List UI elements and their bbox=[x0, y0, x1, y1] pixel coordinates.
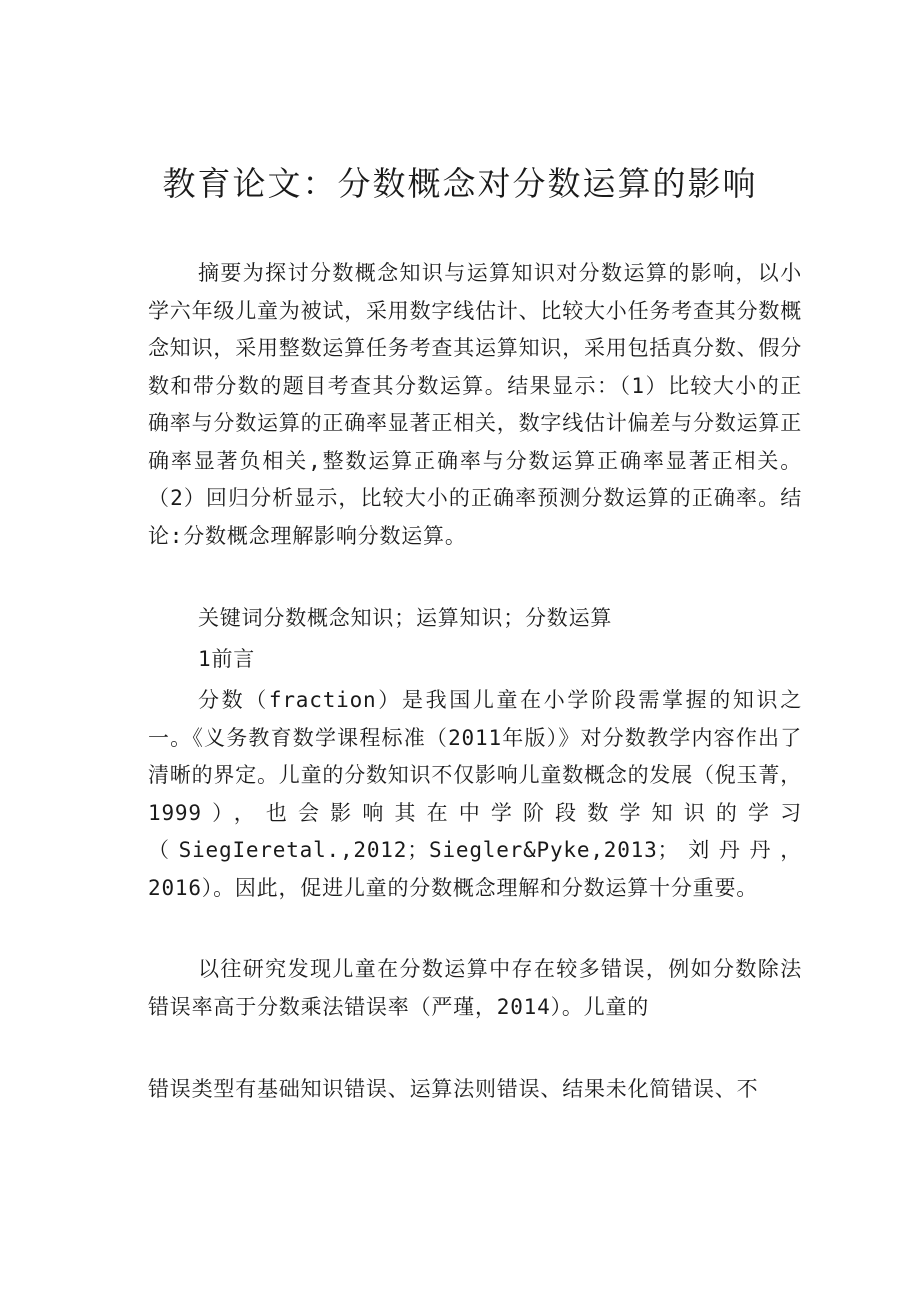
keywords-line: 关键词分数概念知识；运算知识；分数运算 bbox=[198, 606, 613, 630]
document-title: 教育论文：分数概念对分数运算的影响 bbox=[162, 164, 758, 203]
intro-paragraph-1: 分数（fraction）是我国儿童在小学阶段需掌握的知识之一。《义务教育数学课程标准（2011年版）》对分数教学内容作出了清晰的界定。儿童的分数知识不仅影响儿童数概念的发展（倪玉菁，1999），也会影响其在中学阶段数学知识的学习（SiegIeretal.,2012；Siegler&Pyke,2013；刘丹丹，2016）。因此，促进儿童的分数概念理解和分数运算十分重要。 bbox=[148, 688, 802, 900]
section-heading: 1前言 bbox=[198, 647, 256, 671]
intro-paragraph-2: 以往研究发现儿童在分数运算中存在较多错误，例如分数除法错误率高于分数乘法错误率（严瑾，2014）。儿童的 bbox=[148, 957, 802, 1019]
abstract-paragraph: 摘要为探讨分数概念知识与运算知识对分数运算的影响，以小学六年级儿童为被试，采用数字线估计、比较大小任务考查其分数概念知识，采用整数运算任务考查其运算知识，采用包括真分数、假分数和带分数的题目考查其分数运算。结果显示：（1）比较大小的正确率与分数运算的正确率显著正相关，数字线估计偏差与分数运算正确率显著负相关,整数运算正确率与分数运算正确率显著正相关。（2）回归分析显示，比较大小的正确率预测分数运算的正确率。结论:分数概念理解影响分数运算。 bbox=[148, 261, 802, 548]
continuation-line: 错误类型有基础知识错误、运算法则错误、结果未化简错误、不 bbox=[148, 1077, 759, 1101]
